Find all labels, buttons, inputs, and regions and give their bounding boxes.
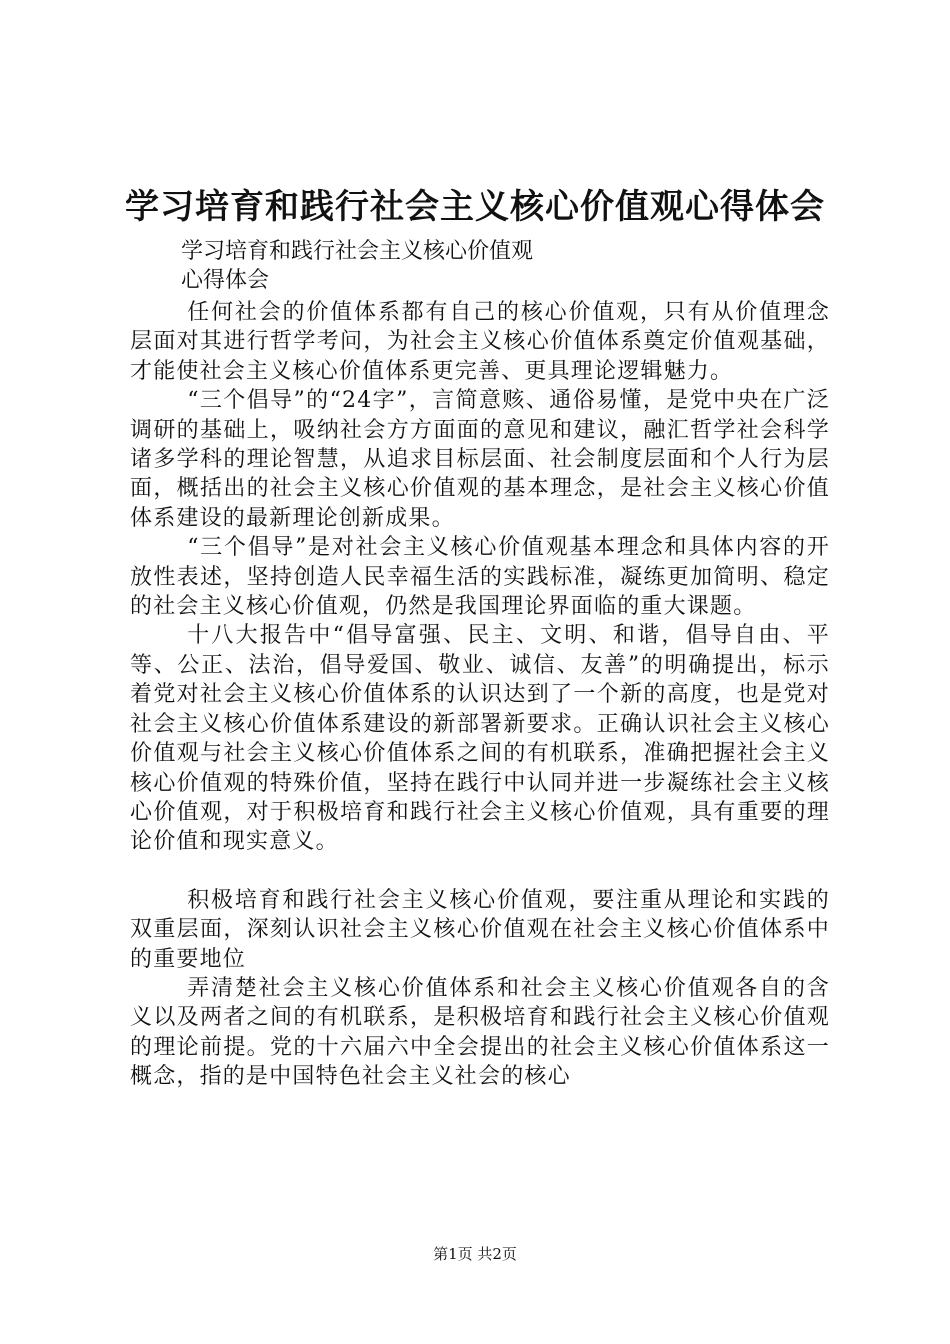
paragraph: 十八大报告中“倡导富强、民主、文明、和谐，倡导自由、平等、公正、法治，倡导爱国、敬业、诚信、友善”的明确提出，标示着党对社会主义核心价值体系的认识达到了一个新的高度，也是党对社会主义核心价值体系建设的新部署新要求。正确认识社会主义核心价值观与社会主义核心价值体系之间的有机联系，准确把握社会主义核心价值观的特殊价值，坚持在践行中认同并进一步凝练社会主义核心价值观，对于积极培育和践行社会主义核心价值观，具有重要的理论价值和现实意义。 — [130, 623, 830, 855]
paragraph: 积极培育和践行社会主义核心价值观，要注重从理论和实践的双重层面，深刻认识社会主义核心价值观在社会主义核心价值体系中的重要地位 — [130, 887, 830, 972]
paragraph: “三个倡导”的“24字”，言简意赅、通俗易懂，是党中央在广泛调研的基础上，吸纳社会方方面面的意见和建议，融汇哲学社会科学诸多学科的理论智慧，从追求目标层面、社会制度层面和个人行为层面，概括出的社会主义核心价值观的基本理念，是社会主义核心价值体系建设的最新理论创新成果。 — [130, 388, 830, 531]
subtitle-line-2: 心得体会 — [181, 268, 270, 293]
subtitle-line-1: 学习培育和践行社会主义核心价值观 — [181, 239, 534, 264]
paragraph: 弄清楚社会主义核心价值体系和社会主义核心价值观各自的含义以及两者之间的有机联系，是积极培育和践行社会主义核心价值观的理论前提。党的十六届六中全会提出的社会主义核心价值体系这一概念，指的是中国特色社会主义社会的核心 — [130, 975, 830, 1090]
document-body — [130, 298, 830, 1092]
page-footer: 第1页 共2页 — [433, 1245, 517, 1263]
paragraph: 任何社会的价值体系都有自己的核心价值观，只有从价值理念层面对其进行哲学考问，为社会主义核心价值体系奠定价值观基础，才能使社会主义核心价值体系更完善、更具理论逻辑魅力。 — [130, 300, 830, 384]
document-title: 学习培育和践行社会主义核心价值观心得体会 — [125, 187, 825, 227]
paragraph: “三个倡导”是对社会主义核心价值观基本理念和具体内容的开放性表述，坚持创造人民幸福生活的实践标准，凝练更加简明、稳定的社会主义核心价值观，仍然是我国理论界面临的重大课题。 — [130, 535, 830, 620]
